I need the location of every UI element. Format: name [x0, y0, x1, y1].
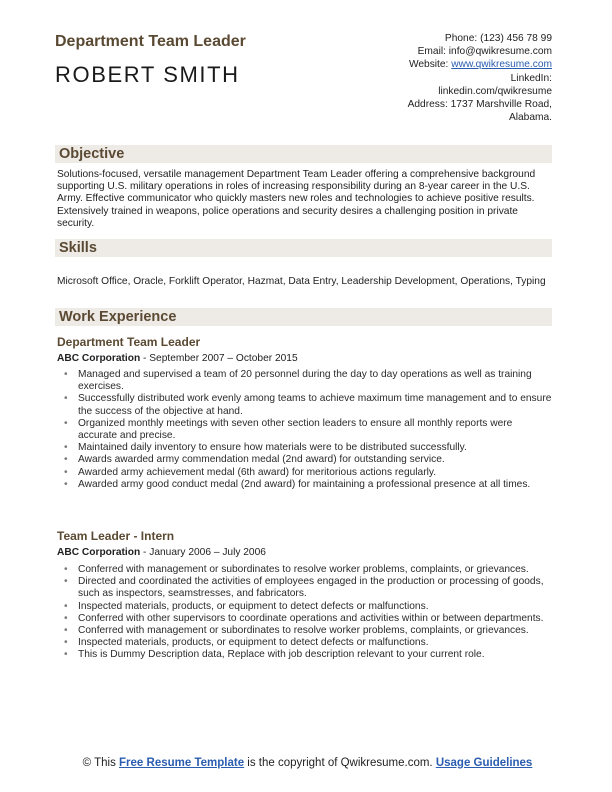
list-item: • Awarded army achievement medal (6th award) for meritorious actions regularly.: [57, 467, 552, 479]
experience-section-bar: [55, 308, 552, 326]
list-item: • Maintained daily inventory to ensure how materials were to be distributed successfully.: [57, 442, 552, 454]
list-item: • Awards awarded army commendation medal (2nd award) for outstanding service.: [57, 454, 552, 466]
candidate-name: ROBERT SMITH: [55, 62, 240, 87]
website-link[interactable]: www.qwikresume.com: [451, 59, 552, 71]
footer-prefix: © This: [82, 757, 120, 769]
footer-middle: is the copyright of Qwikresume.com.: [244, 757, 436, 769]
free-resume-template-link[interactable]: Free Resume Template: [119, 757, 245, 769]
address-line: [408, 98, 552, 111]
job-2-company: ABC Corporation: [57, 547, 141, 558]
job-2-role: Team Leader - Intern: [57, 529, 175, 543]
skills-text: Microsoft Office, Oracle, Forklift Operator, Hazmat, Data Entry, Leadership Development, Operations, Typing: [57, 276, 546, 287]
list-item: • Organized monthly meetings with seven other section leaders to ensure all monthly reports were accurate and precise.: [57, 418, 552, 442]
address-label: Address:: [407, 99, 448, 111]
contact-block: [408, 32, 552, 124]
job-title: Department Team Leader: [55, 33, 246, 50]
email-label: Email:: [417, 46, 446, 58]
job-2-company-line: [57, 547, 266, 558]
linkedin-label: LinkedIn:: [510, 72, 552, 84]
objective-section-bar: [55, 145, 552, 163]
skills-section-bar: [55, 239, 552, 257]
job-1-role: Department Team Leader: [57, 335, 201, 349]
list-item: • Conferred with management or subordinates to resolve worker problems, complaints, or grievances.: [57, 625, 552, 637]
list-item: • Directed and coordinated the activities of employees engaged in the production or processing of goods, such as inspectors, seamstresses, and fabricators.: [57, 576, 552, 600]
experience-heading: Work Experience: [59, 309, 177, 325]
email-line: [408, 45, 552, 58]
objective-heading: Objective: [59, 146, 125, 162]
job-1-dates: - September 2007 – October 2015: [140, 353, 298, 364]
job-1-company-line: [57, 353, 298, 364]
list-item: • Managed and supervised a team of 20 personnel during the day to day operations as well as training exercises.: [57, 369, 552, 393]
list-item: • Awarded army good conduct medal (2nd award) for maintaining a professional presence at all times.: [57, 479, 552, 491]
address-value: 1737 Marshville Road,: [450, 99, 552, 111]
list-item: • Successfully distributed work evenly among teams to achieve maximum time management and to ensure the success of the objective at hand.: [57, 393, 552, 417]
list-item: • Conferred with management or subordinates to resolve worker problems, complaints, or grievances.: [57, 564, 552, 576]
footer: [60, 757, 555, 771]
job-2-bullets: [57, 564, 552, 662]
job-2-dates: - January 2006 – July 2006: [140, 547, 266, 558]
objective-text: Solutions-focused, versatile management Department Team Leader offering a comprehensive background supporting U.S. military operations in roles of increasing responsibility during an 8-year career in the U.S. Army. Effective communicator who quickly masters new roles and technologies to achieve positive results. Extensively trained in weapons, police operations and security desires a challenging position in private security.: [57, 169, 536, 229]
website-label: Website:: [408, 59, 449, 71]
usage-guidelines-link[interactable]: Usage Guidelines: [435, 757, 533, 769]
list-item: • This is Dummy Description data, Replace with job description relevant to your current role.: [57, 649, 552, 661]
list-item: • Inspected materials, products, or equipment to detect defects or malfunctions.: [57, 601, 552, 613]
linkedin-value: linkedin.com/qwikresume: [438, 85, 552, 97]
list-item: • Conferred with other supervisors to coordinate operations and activities within or between departments.: [57, 613, 552, 625]
skills-heading: Skills: [59, 240, 97, 256]
job-1-company: ABC Corporation: [57, 353, 141, 364]
address-line-2: Alabama.: [508, 112, 552, 124]
website-line: [408, 58, 552, 71]
phone-value: (123) 456 78 99: [480, 33, 552, 44]
phone-label: Phone:: [444, 33, 478, 44]
job-1-bullets: [57, 369, 552, 491]
email-value: info@qwikresume.com: [448, 46, 552, 58]
list-item: • Inspected materials, products, or equipment to detect defects or malfunctions.: [57, 637, 552, 649]
phone-line: [408, 32, 552, 45]
